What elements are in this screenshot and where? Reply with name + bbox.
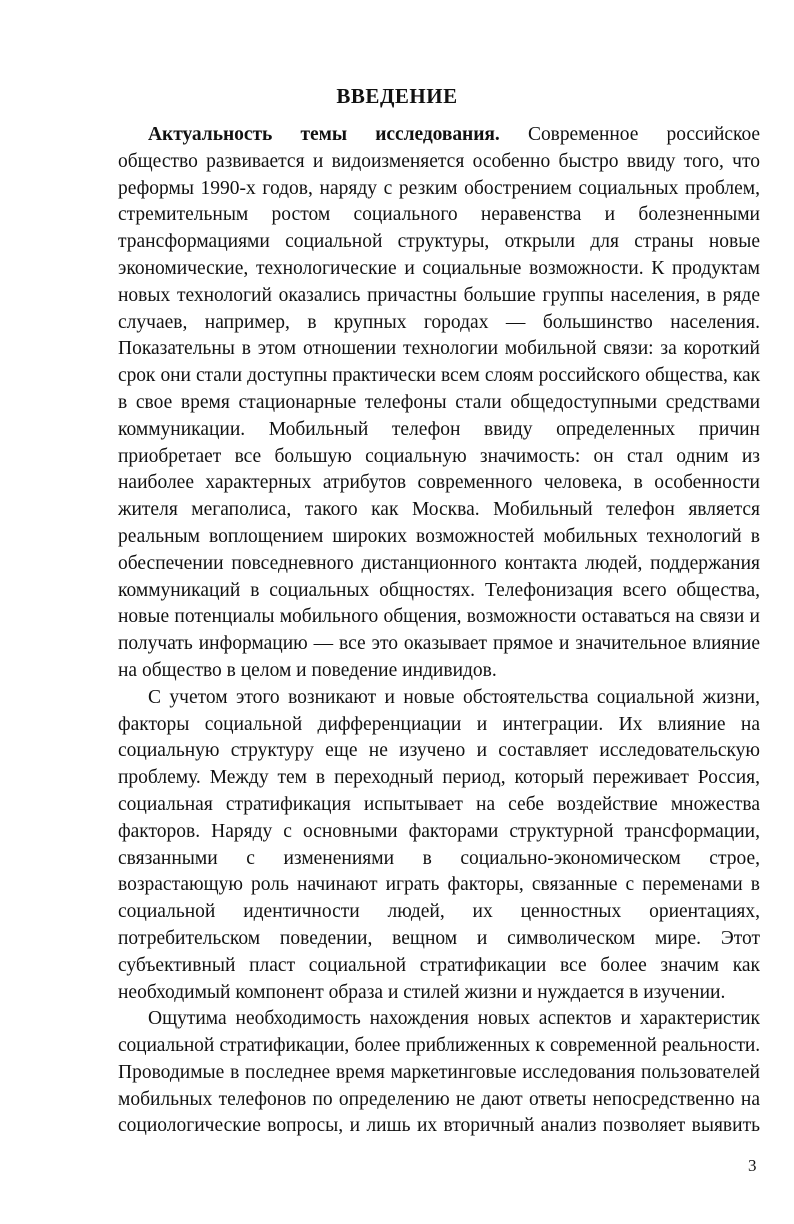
text-line: потребительском поведении, вещном и символическом мире. Этот bbox=[118, 927, 760, 949]
text-line: социологические вопросы, и лишь их вторичный анализ позволяет выявить bbox=[118, 1115, 760, 1137]
page-title: ВВЕДЕНИЕ bbox=[336, 84, 458, 108]
text-line: необходимый компонент образа и стилей жизни и нуждается в изучении. bbox=[118, 981, 726, 1003]
text-line: реформы 1990-х годов, наряду с резким обострением социальных проблем, bbox=[118, 177, 760, 199]
text-line-rest: Современное российское bbox=[528, 124, 760, 145]
text-line: Показательны в этом отношении технологии мобильной связи: за короткий bbox=[118, 338, 760, 360]
text-line: факторы социальной дифференциации и интеграции. Их влияние на bbox=[118, 713, 760, 735]
text-line: жителя мегаполиса, такого как Москва. Мобильный телефон является bbox=[118, 499, 760, 521]
text-line: обеспечении повседневного дистанционного контакта людей, поддержания bbox=[118, 552, 760, 574]
text-line: реальным воплощением широких возможностей мобильных технологий в bbox=[118, 525, 760, 547]
document-body bbox=[118, 122, 760, 1140]
text-line: социальной идентичности людей, их ценностных ориентациях, bbox=[118, 901, 760, 923]
lead-heading: Актуальность темы исследования. bbox=[148, 124, 500, 145]
text-line: возрастающую роль начинают играть факторы, связанные с переменами в bbox=[118, 874, 760, 896]
text-line: социальная стратификация испытывает на себе воздействие множества bbox=[118, 793, 760, 815]
text-line: субъективный пласт социальной стратификации все более значим как bbox=[118, 954, 760, 976]
text-line: в свое время стационарные телефоны стали общедоступными средствами bbox=[118, 391, 760, 413]
text-line: социальную структуру еще не изучено и составляет исследовательскую bbox=[118, 740, 760, 762]
text-line: получать информацию — все это оказывает прямое и значительное влияние bbox=[118, 633, 760, 655]
text-line: социальной стратификации, более приближенных к современной реальности. bbox=[118, 1035, 760, 1057]
text-line: приобретает все большую социальную значимость: он стал одним из bbox=[118, 445, 760, 467]
text-line: С учетом этого возникают и новые обстоятельства социальной жизни, bbox=[148, 686, 760, 708]
text-line: стремительным ростом социального неравенства и болезненными bbox=[118, 204, 760, 226]
text-line: коммуникации. Мобильный телефон ввиду определенных причин bbox=[118, 418, 760, 440]
text-line: проблему. Между тем в переходный период, который переживает Россия, bbox=[118, 767, 760, 789]
text-line: наиболее характерных атрибутов современного человека, в особенности bbox=[118, 472, 760, 494]
page-number: 3 bbox=[748, 1156, 757, 1175]
text-line: новых технологий оказались причастны большие группы населения, в ряде bbox=[118, 284, 760, 306]
paragraph bbox=[118, 685, 760, 1007]
text-line: срок они стали доступны практически всем слоям российского общества, как bbox=[118, 365, 760, 387]
text-line: экономические, технологические и социальные возможности. К продуктам bbox=[118, 257, 760, 279]
text-line bbox=[118, 122, 760, 149]
text-line: общество развивается и видоизменяется особенно быстро ввиду того, что bbox=[118, 150, 760, 172]
text-line: новые потенциалы мобильного общения, возможности оставаться на связи и bbox=[118, 606, 760, 628]
paragraph bbox=[118, 1006, 760, 1140]
text-line: мобильных телефонов по определению не дают ответы непосредственно на bbox=[118, 1088, 760, 1110]
text-line: Ощутима необходимость нахождения новых аспектов и характеристик bbox=[148, 1008, 760, 1030]
text-line: факторов. Наряду с основными факторами структурной трансформации, bbox=[118, 820, 760, 842]
text-line: на общество в целом и поведение индивидов. bbox=[118, 659, 497, 681]
paragraph bbox=[118, 122, 760, 685]
text-line: трансформациями социальной структуры, открыли для страны новые bbox=[118, 231, 760, 253]
text-line: связанными с изменениями в социально-экономическом строе, bbox=[118, 847, 760, 869]
text-line: коммуникаций в социальных общностях. Телефонизация всего общества, bbox=[118, 579, 760, 601]
text-line: Проводимые в последнее время маркетинговые исследования пользователей bbox=[118, 1061, 760, 1083]
text-line: случаев, например, в крупных городах — большинство населения. bbox=[118, 311, 760, 333]
